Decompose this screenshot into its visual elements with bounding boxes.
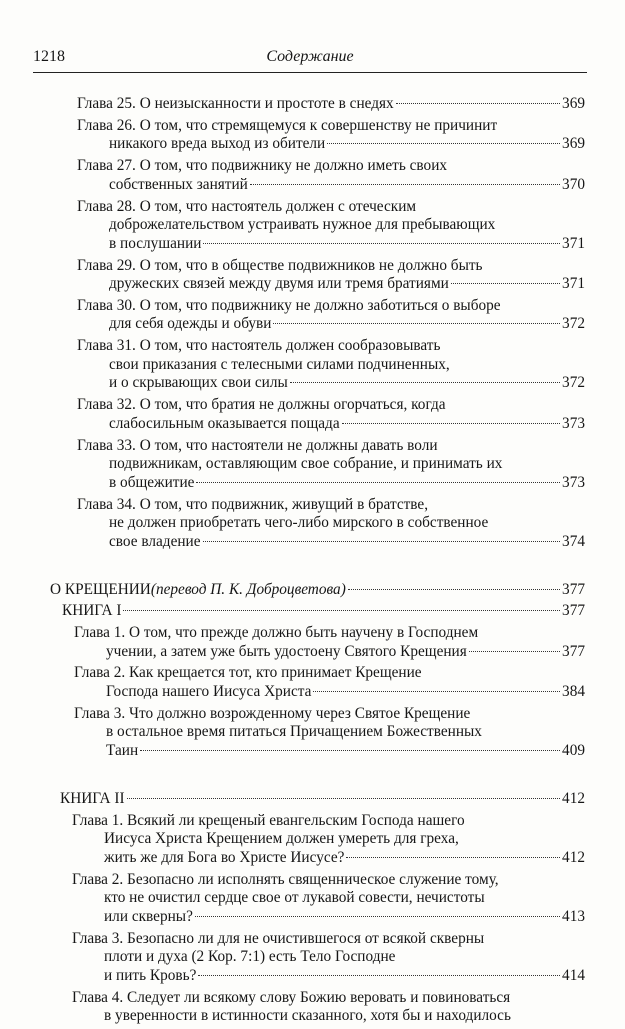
toc-page-number: 384	[562, 683, 585, 701]
toc-page-number: 412	[562, 848, 585, 866]
toc-page-number: 371	[562, 234, 585, 252]
toc-entry	[77, 95, 585, 114]
book-heading	[62, 602, 585, 621]
toc-entry	[72, 812, 585, 868]
toc-page-number: 369	[562, 135, 585, 153]
toc-entry-text: учении, а затем уже быть удостоену Святого Крещения	[106, 642, 467, 660]
toc-entry-text: свое владение	[109, 532, 201, 550]
toc-entry-text: Глава 31. О том, что настоятель должен сообразовывать	[77, 337, 441, 355]
toc-block-1	[0, 95, 625, 551]
toc-entry-text: дружеских связей между двумя или тремя братиями	[109, 275, 449, 293]
toc-entry-text: слабосильным оказывается пощада	[109, 414, 340, 432]
toc-entry	[74, 664, 585, 701]
dot-leader	[469, 651, 560, 652]
toc-entry-last-line	[74, 683, 585, 702]
toc-page-number: 409	[562, 742, 585, 760]
toc-entry-text: плоти и духа (2 Кор. 7:1) есть Тело Господне	[104, 948, 396, 966]
toc-entry-text: для себя одежды и обуви	[109, 315, 272, 333]
toc-entry-text: собственных занятий	[109, 175, 248, 193]
toc-entry-last-line	[77, 135, 585, 154]
toc-entry-last-line	[72, 849, 585, 868]
toc-entry	[77, 496, 585, 552]
dot-leader	[346, 857, 560, 858]
toc-entry	[74, 624, 585, 661]
section-heading	[50, 581, 585, 600]
toc-entry	[77, 257, 585, 294]
book-heading-row	[60, 790, 585, 809]
toc-entry	[77, 396, 585, 433]
toc-entry-text: в послушании	[109, 234, 202, 252]
toc-entry-last-line	[77, 275, 585, 294]
toc-page-number: 377	[562, 642, 585, 660]
book-title: КНИГА I	[62, 602, 122, 620]
toc-entry	[77, 157, 585, 194]
toc-entry-text: в уверенности в истинности сказанного, хотя бы и находилось	[104, 1007, 511, 1025]
dot-leader	[140, 750, 560, 751]
section-heading-row	[50, 581, 585, 600]
toc-entry-text: Глава 30. О том, что подвижнику не должно заботиться о выборе	[77, 296, 501, 314]
toc-entry-text: Глава 3. Что должно возрожденному через Святое Крещение	[74, 704, 471, 722]
toc-entry-text: Господа нашего Иисуса Христа	[106, 683, 312, 701]
toc-page-number: 370	[562, 175, 585, 193]
toc-entry-last-line	[74, 643, 585, 662]
toc-entry	[77, 198, 585, 254]
toc-entry-text: Глава 33. О том, что настоятели не должны давать воли	[77, 436, 438, 454]
toc-entry-text: Глава 26. О том, что стремящемуся к совершенству не причинит	[77, 116, 498, 134]
toc-entry-text: подвижникам, оставляющим свое собрание, и принимать их	[109, 455, 503, 473]
toc-entry-last-line	[77, 474, 585, 493]
toc-entry-text: Глава 27. О том, что подвижнику не должно иметь своих	[77, 157, 448, 175]
toc-entry-text: Глава 29. О том, что в обществе подвижников не должно быть	[77, 256, 483, 274]
toc-page-number: 414	[562, 966, 585, 984]
toc-entry-text: Глава 2. Как крещается тот, кто принимает Крещение	[74, 664, 422, 682]
dot-leader	[290, 382, 560, 383]
toc-entry-text: Иисуса Христа Крещением должен умереть для греха,	[104, 830, 459, 848]
toc-entry-last-line	[77, 95, 585, 114]
toc-entry-text: в остальное время питаться Причащением Божественных	[106, 723, 482, 741]
toc-entry-text: Глава 3. Безопасно ли для не очистившегося от всякой скверны	[72, 929, 485, 947]
dot-leader	[327, 143, 560, 144]
toc-entry-last-line	[77, 315, 585, 334]
toc-entry-last-line	[77, 374, 585, 393]
dot-leader	[123, 610, 560, 611]
toc-entry-text: не должен приобретать чего-либо мирского в собственное	[109, 514, 489, 532]
dot-leader	[250, 184, 560, 185]
toc-entry-text: доброжелательством устраивать нужное для пребывающих	[109, 216, 496, 234]
toc-page-number: 413	[562, 907, 585, 925]
toc-page-number: 373	[562, 473, 585, 491]
toc-entry	[72, 989, 585, 1026]
toc-entry-last-line	[77, 176, 585, 195]
toc-entry-last-line	[72, 967, 585, 986]
toc-entry-text: и о скрывающих свои силы	[109, 374, 288, 392]
toc-page-number: 372	[562, 374, 585, 392]
toc-page-number: 377	[562, 602, 585, 620]
toc-entry-last-line	[77, 533, 585, 552]
toc-entry-text: Глава 2. Безопасно ли исполнять священническое служение тому,	[72, 870, 499, 888]
toc-book-2	[0, 790, 625, 1026]
book-title: КНИГА II	[60, 789, 125, 807]
book-heading	[60, 790, 585, 809]
toc-entry-text: никакого вреда выход из обители	[109, 135, 326, 153]
toc-entry-last-line	[77, 235, 585, 254]
toc-entry	[74, 705, 585, 761]
dot-leader	[342, 423, 560, 424]
dot-leader	[313, 691, 560, 692]
toc-page-number: 371	[562, 275, 585, 293]
page-number: 1218	[33, 48, 65, 65]
toc-entry-text: Глава 34. О том, что подвижник, живущий в братстве,	[77, 495, 429, 513]
section-translator: (перевод П. К. Доброцветова)	[150, 580, 346, 598]
dot-leader	[203, 541, 561, 542]
toc-entry-text: Глава 4. Следует ли всякому слову Божию веровать и повиноваться	[72, 988, 511, 1006]
running-title: Содержание	[266, 48, 354, 65]
toc-entry-text: жить же для Бога во Христе Иисусе?	[104, 848, 345, 866]
toc-entry	[77, 437, 585, 493]
toc-entry	[77, 297, 585, 334]
toc-section	[0, 581, 625, 600]
toc-page-number: 373	[562, 414, 585, 432]
toc-entry-text: свои приказания с телесными силами подчиненных,	[109, 355, 450, 373]
toc-entry	[72, 871, 585, 927]
toc-entry-last-line	[77, 415, 585, 434]
toc-page-number: 372	[562, 315, 585, 333]
toc-entry-last-line	[74, 742, 585, 761]
dot-leader	[273, 323, 560, 324]
dot-leader	[195, 916, 560, 917]
toc-entry-text: в общежитие	[109, 473, 195, 491]
toc-entry-text: Глава 28. О том, что настоятель должен с отеческим	[77, 197, 417, 215]
toc-page-number: 369	[562, 95, 585, 112]
dot-leader	[348, 589, 560, 590]
toc-entry-text: Таин	[106, 742, 139, 760]
toc-entry-text: Глава 32. О том, что братия не должны огорчаться, когда	[77, 396, 446, 414]
toc-entry-text: или скверны?	[104, 907, 193, 925]
toc-entry-last-line	[72, 908, 585, 927]
section-title: О КРЕЩЕНИИ	[50, 580, 151, 598]
toc-entry-text: Глава 1. О том, что прежде должно быть научену в Господнем	[74, 624, 479, 642]
table-of-contents	[0, 95, 625, 1029]
toc-entry-text: Глава 1. Всякий ли крещеный евангельским Господа нашего	[72, 811, 465, 829]
book-heading-row	[62, 602, 585, 621]
toc-entry-text: и пить Кровь?	[104, 966, 197, 984]
dot-leader	[203, 243, 560, 244]
toc-entry-text: Глава 25. О неизысканности и простоте в снедях	[77, 95, 394, 112]
toc-entry	[77, 117, 585, 154]
toc-book-1	[0, 602, 625, 760]
toc-entry	[77, 337, 585, 393]
toc-page-number: 412	[562, 789, 585, 807]
dot-leader	[198, 975, 560, 976]
toc-entry-text: кто не очистил сердце свое от лукавой совести, нечистоты	[104, 889, 485, 907]
dot-leader	[127, 798, 561, 799]
dot-leader	[396, 103, 560, 104]
page-header	[33, 48, 587, 73]
toc-page-number: 377	[562, 580, 585, 598]
toc-page-number: 374	[562, 532, 585, 550]
dot-leader	[196, 482, 560, 483]
dot-leader	[451, 283, 560, 284]
